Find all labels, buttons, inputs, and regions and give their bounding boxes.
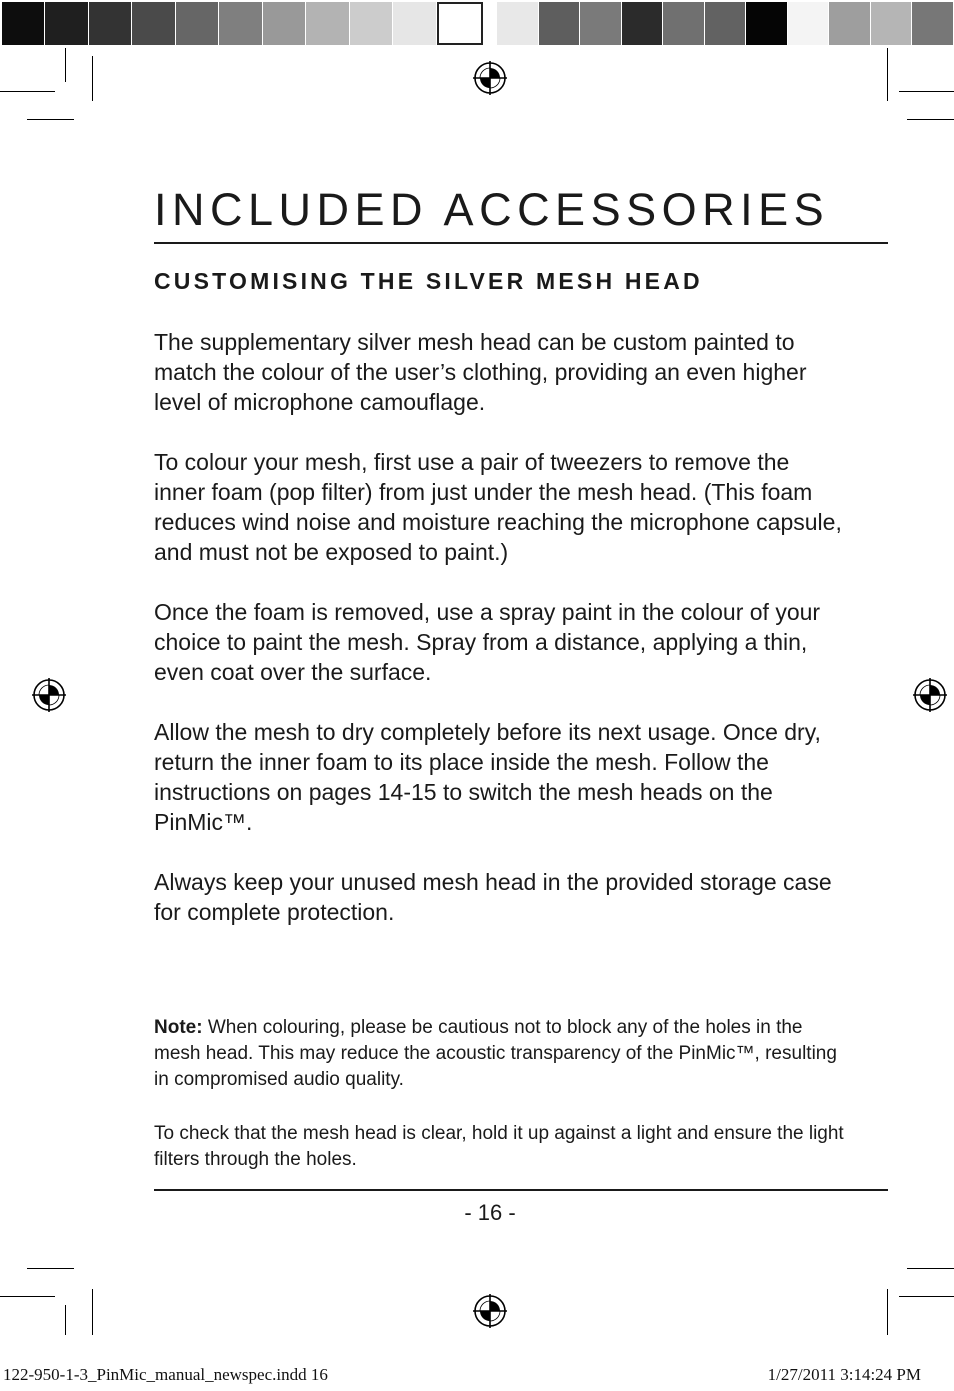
page-number: - 16 - — [464, 1200, 516, 1225]
crop-mark — [27, 119, 74, 120]
crop-mark — [907, 119, 954, 120]
slug-timestamp: 1/27/2011 3:14:24 PM — [767, 1365, 921, 1384]
note-label: Note: — [154, 1017, 203, 1038]
color-swatch — [45, 2, 88, 45]
note-body: When colouring, please be cautious not to block any of the holes in the mesh head. This may reduce the acoustic transparency of the PinMic™, resulting in compromised audio quality. — [154, 1017, 837, 1090]
color-bar-right — [497, 2, 954, 45]
registration-mark-icon — [31, 677, 67, 713]
crop-mark — [27, 1268, 74, 1269]
color-swatch — [2, 2, 45, 45]
color-swatch — [306, 2, 349, 45]
color-bar-left — [2, 2, 483, 45]
color-swatch — [871, 2, 913, 45]
color-swatch — [350, 2, 393, 45]
paragraph-dry-and-return: Allow the mesh to dry completely before its next usage. Once dry, return the inner foam to its place inside the mesh. Follow the instructions on pages 14-15 to switch the mesh heads on the PinMic™. — [154, 719, 821, 835]
registration-mark-icon — [472, 1293, 508, 1329]
color-swatch — [705, 2, 747, 45]
crop-mark — [92, 56, 93, 101]
color-swatch — [912, 2, 954, 45]
color-swatch — [829, 2, 871, 45]
color-swatch — [89, 2, 132, 45]
color-swatch — [539, 2, 581, 45]
note-followup: To check that the mesh head is clear, hold it up against a light and ensure the light filters through the holes. — [154, 1123, 844, 1170]
paragraph-spray-paint: Once the foam is removed, use a spray paint in the colour of your choice to paint the mesh. Spray from a distance, applying a thin, even coat over the surface. — [154, 599, 821, 685]
crop-mark — [92, 1289, 93, 1335]
color-swatch — [580, 2, 622, 45]
color-swatch — [746, 2, 788, 45]
crop-mark — [899, 91, 954, 92]
note-paragraph — [154, 1015, 854, 1093]
color-swatch — [497, 2, 539, 45]
crop-mark — [0, 91, 55, 92]
crop-mark — [887, 1289, 888, 1335]
crop-mark — [0, 1296, 55, 1297]
paragraph-intro: The supplementary silver mesh head can be custom painted to match the colour of the user’s clothing, providing an even higher level of microphone camouflage. — [154, 329, 807, 415]
crop-mark — [887, 48, 888, 101]
color-swatch — [219, 2, 262, 45]
page-title: INCLUDED ACCESSORIES — [154, 184, 830, 235]
footer-rule — [154, 1189, 888, 1191]
color-swatch — [663, 2, 705, 45]
color-swatch — [176, 2, 219, 45]
registration-mark-icon — [912, 677, 948, 713]
slug-filename: 122-950-1-3_PinMic_manual_newspec.indd 16 — [3, 1365, 328, 1384]
color-swatch — [393, 2, 436, 45]
color-swatch — [788, 2, 830, 45]
crop-mark — [65, 1305, 66, 1335]
color-swatch — [263, 2, 306, 45]
crop-mark — [899, 1296, 954, 1297]
paragraph-storage: Always keep your unused mesh head in the provided storage case for complete protection. — [154, 869, 832, 925]
crop-mark — [907, 1268, 954, 1269]
registration-mark-icon — [472, 60, 508, 96]
section-heading: CUSTOMISING THE SILVER MESH HEAD — [154, 268, 703, 294]
color-swatch — [622, 2, 664, 45]
color-swatch — [132, 2, 175, 45]
color-swatch — [437, 2, 483, 45]
crop-mark — [65, 48, 66, 82]
title-rule — [154, 242, 888, 244]
paragraph-remove-foam: To colour your mesh, first use a pair of tweezers to remove the inner foam (pop filter) from just under the mesh head. (This foam reduces wind noise and moisture reaching the microphone capsule, and must not be exposed to paint.) — [154, 449, 842, 565]
